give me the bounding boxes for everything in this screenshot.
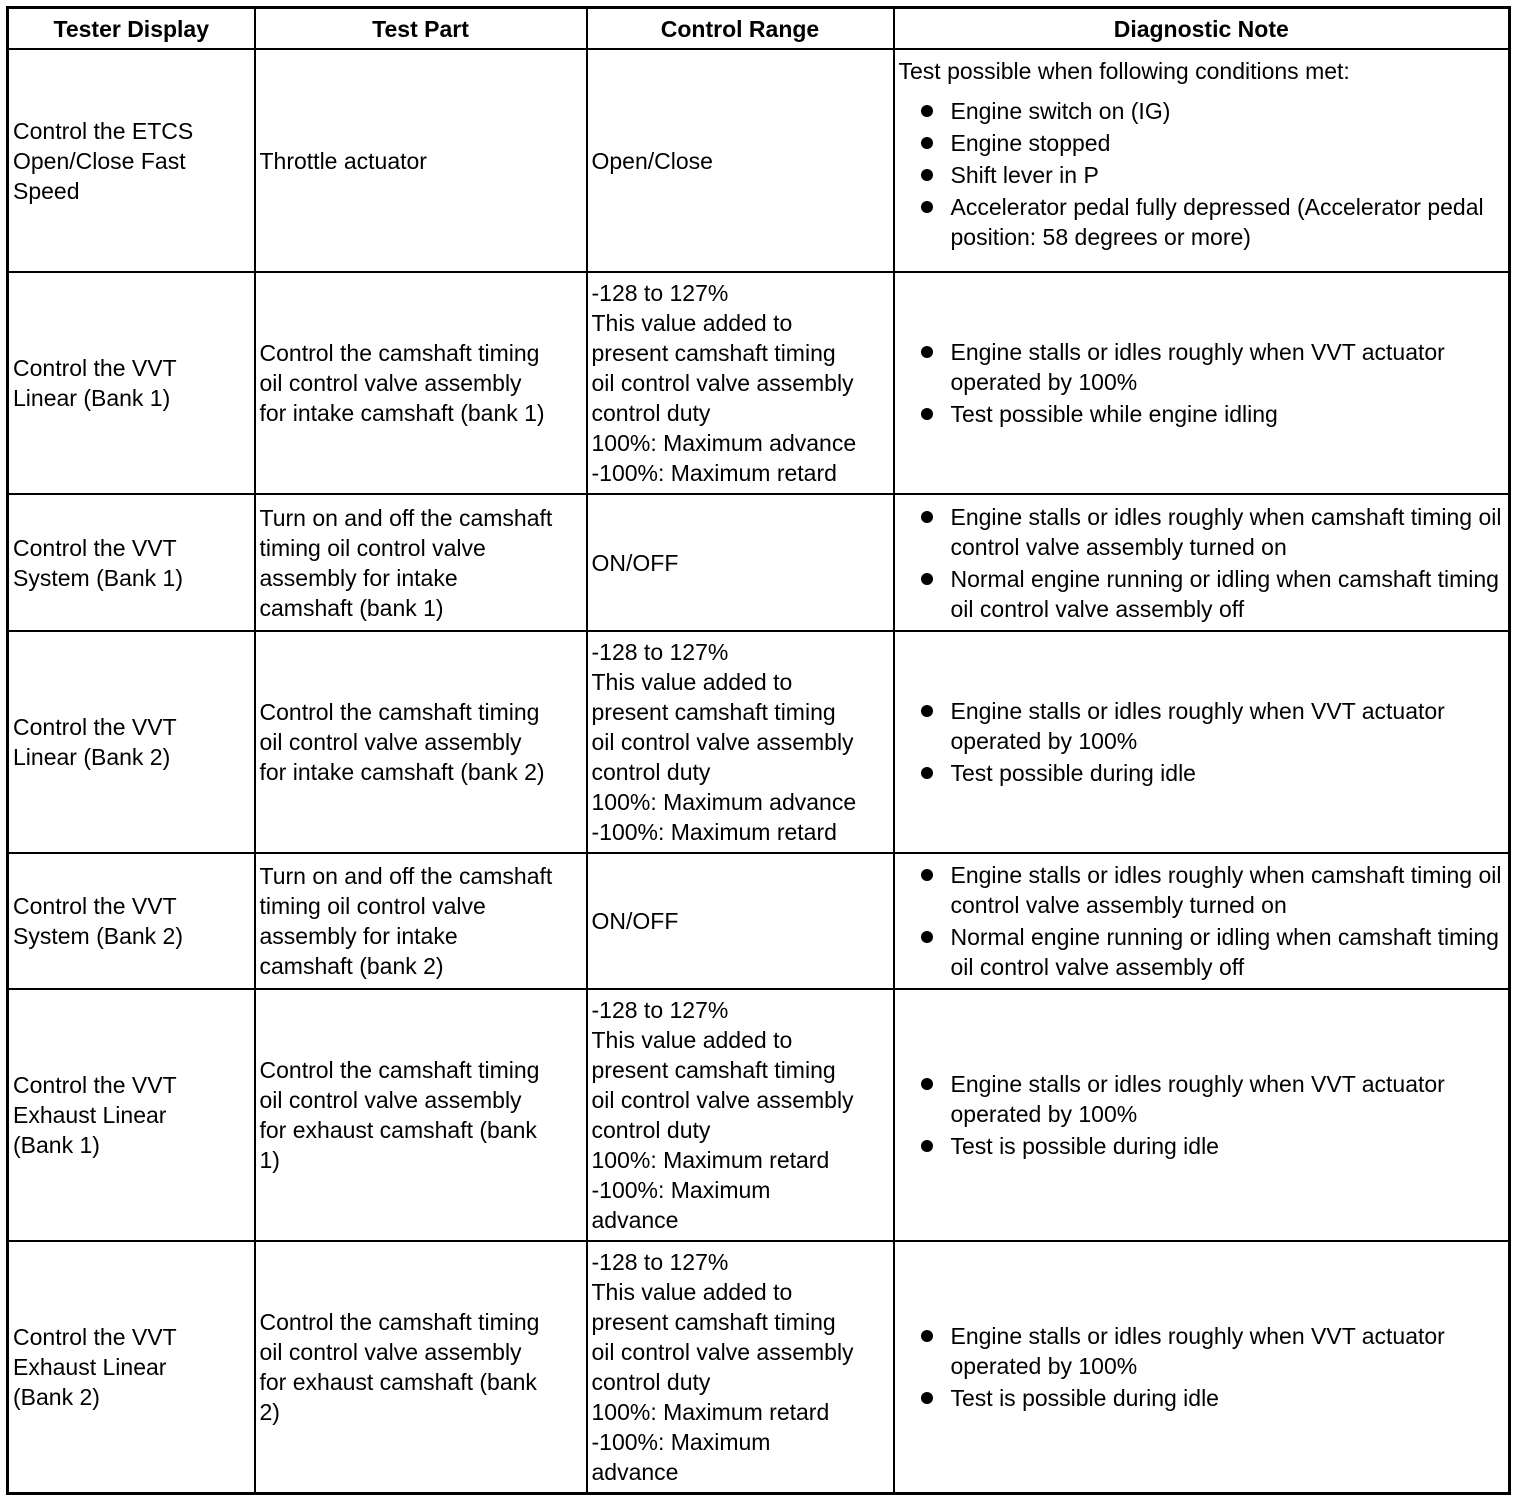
note-text: Engine switch on (IG) bbox=[950, 98, 1171, 124]
diagnostic-note-cell bbox=[894, 272, 1510, 494]
note-item bbox=[899, 96, 1505, 126]
header-control-range: Control Range bbox=[587, 8, 894, 50]
note-text: Engine stalls or idles roughly when camshaft timing oil control valve assembly turned on bbox=[950, 503, 1502, 560]
note-text: Test possible during idle bbox=[950, 759, 1196, 786]
control-range-cell: Open/Close bbox=[587, 49, 894, 272]
diagnostic-note-cell bbox=[894, 989, 1510, 1241]
table-row bbox=[8, 1241, 1510, 1493]
note-item bbox=[899, 1383, 1505, 1413]
test-part-cell: Throttle actuator bbox=[255, 49, 587, 272]
tester-display-cell: Control the VVT System (Bank 2) bbox=[8, 853, 255, 989]
test-part-cell: Control the camshaft timing oil control valve assembly for exhaust camshaft (bank 1) bbox=[255, 989, 587, 1241]
note-text: Accelerator pedal fully depressed (Accelerator pedal position: 58 degrees or more) bbox=[950, 194, 1484, 250]
tester-display-cell: Control the VVT Exhaust Linear (Bank 1) bbox=[8, 989, 255, 1241]
control-range-cell: -128 to 127% This value added to present camshaft timing oil control valve assembly control duty 100%: Maximum advance -100%: Maximum retard bbox=[587, 631, 894, 853]
bullet-icon bbox=[921, 767, 933, 779]
control-range-cell: -128 to 127% This value added to present camshaft timing oil control valve assembly control duty 100%: Maximum retard -100%: Maximum advance bbox=[587, 1241, 894, 1493]
bullet-icon bbox=[921, 169, 933, 181]
control-range-cell: ON/OFF bbox=[587, 494, 894, 630]
note-text: Engine stopped bbox=[950, 130, 1111, 156]
test-part-cell: Turn on and off the camshaft timing oil control valve assembly for intake camshaft (bank 2) bbox=[255, 853, 587, 989]
tester-display-cell: Control the VVT System (Bank 1) bbox=[8, 494, 255, 630]
table-row bbox=[8, 989, 1510, 1241]
note-text: Engine stalls or idles roughly when VVT actuator operated by 100% bbox=[950, 1071, 1445, 1128]
tester-display-cell: Control the ETCS Open/Close Fast Speed bbox=[8, 49, 255, 272]
note-item bbox=[899, 192, 1505, 252]
test-part-cell: Control the camshaft timing oil control valve assembly for exhaust camshaft (bank 2) bbox=[255, 1241, 587, 1493]
tester-display-cell: Control the VVT Exhaust Linear (Bank 2) bbox=[8, 1241, 255, 1493]
note-item bbox=[899, 128, 1505, 158]
diagnostic-note-cell bbox=[894, 494, 1510, 630]
active-test-table bbox=[6, 6, 1511, 1495]
bullet-icon bbox=[921, 408, 933, 420]
note-item bbox=[899, 1069, 1505, 1129]
diagnostic-note-cell bbox=[894, 853, 1510, 989]
note-list bbox=[899, 96, 1505, 252]
note-item bbox=[899, 860, 1505, 920]
table-row bbox=[8, 853, 1510, 989]
note-item bbox=[899, 564, 1505, 624]
bullet-icon bbox=[921, 511, 933, 523]
bullet-icon bbox=[921, 346, 933, 358]
note-list bbox=[899, 860, 1505, 982]
header-tester-display: Tester Display bbox=[8, 8, 255, 50]
note-text: Test possible while engine idling bbox=[950, 401, 1278, 428]
bullet-icon bbox=[921, 1140, 933, 1152]
tester-display-cell: Control the VVT Linear (Bank 1) bbox=[8, 272, 255, 494]
note-intro: Test possible when following conditions met: bbox=[898, 58, 1350, 84]
note-text: Engine stalls or idles roughly when camshaft timing oil control valve assembly turned on bbox=[950, 861, 1502, 918]
bullet-icon bbox=[921, 1078, 933, 1090]
note-item bbox=[899, 337, 1505, 397]
note-item bbox=[899, 1321, 1505, 1381]
bullet-icon bbox=[921, 201, 933, 213]
note-item bbox=[899, 160, 1505, 190]
bullet-icon bbox=[921, 573, 933, 585]
header-test-part: Test Part bbox=[255, 8, 587, 50]
test-part-cell: Control the camshaft timing oil control valve assembly for intake camshaft (bank 2) bbox=[255, 631, 587, 853]
bullet-icon bbox=[921, 869, 933, 881]
note-text: Shift lever in P bbox=[950, 162, 1099, 188]
note-item bbox=[899, 399, 1505, 429]
bullet-icon bbox=[921, 1330, 933, 1342]
note-text: Normal engine running or idling when camshaft timing oil control valve assembly off bbox=[950, 923, 1499, 980]
note-item bbox=[899, 1131, 1505, 1161]
diagnostic-note-cell bbox=[894, 1241, 1510, 1493]
note-text: Engine stalls or idles roughly when VVT actuator operated by 100% bbox=[950, 339, 1445, 396]
control-range-cell: ON/OFF bbox=[587, 853, 894, 989]
header-diagnostic-note: Diagnostic Note bbox=[894, 8, 1510, 50]
note-text: Test is possible during idle bbox=[950, 1385, 1219, 1412]
diagnostic-note-cell bbox=[894, 631, 1510, 853]
note-text: Normal engine running or idling when camshaft timing oil control valve assembly off bbox=[950, 565, 1499, 622]
note-item bbox=[899, 758, 1505, 788]
note-list bbox=[899, 696, 1505, 788]
table-row bbox=[8, 494, 1510, 630]
table-row bbox=[8, 272, 1510, 494]
note-item bbox=[899, 502, 1505, 562]
table-row bbox=[8, 631, 1510, 853]
control-range-cell: -128 to 127% This value added to present camshaft timing oil control valve assembly control duty 100%: Maximum retard -100%: Maximum advance bbox=[587, 989, 894, 1241]
diagnostic-note-cell bbox=[894, 49, 1510, 272]
bullet-icon bbox=[921, 137, 933, 149]
bullet-icon bbox=[921, 705, 933, 717]
test-part-cell: Turn on and off the camshaft timing oil control valve assembly for intake camshaft (bank 1) bbox=[255, 494, 587, 630]
table-header-row bbox=[8, 8, 1510, 50]
bullet-icon bbox=[921, 1392, 933, 1404]
note-list bbox=[899, 1069, 1505, 1161]
table-row bbox=[8, 49, 1510, 272]
table-body bbox=[8, 49, 1510, 1494]
bullet-icon bbox=[921, 105, 933, 117]
test-part-cell: Control the camshaft timing oil control valve assembly for intake camshaft (bank 1) bbox=[255, 272, 587, 494]
note-text: Test is possible during idle bbox=[950, 1133, 1219, 1160]
note-list bbox=[899, 502, 1505, 624]
note-item bbox=[899, 696, 1505, 756]
note-text: Engine stalls or idles roughly when VVT actuator operated by 100% bbox=[950, 697, 1445, 754]
tester-display-cell: Control the VVT Linear (Bank 2) bbox=[8, 631, 255, 853]
note-list bbox=[899, 1321, 1505, 1413]
bullet-icon bbox=[921, 931, 933, 943]
note-list bbox=[899, 337, 1505, 429]
note-text: Engine stalls or idles roughly when VVT actuator operated by 100% bbox=[950, 1323, 1445, 1380]
control-range-cell: -128 to 127% This value added to present camshaft timing oil control valve assembly control duty 100%: Maximum advance -100%: Maximum retard bbox=[587, 272, 894, 494]
note-item bbox=[899, 922, 1505, 982]
